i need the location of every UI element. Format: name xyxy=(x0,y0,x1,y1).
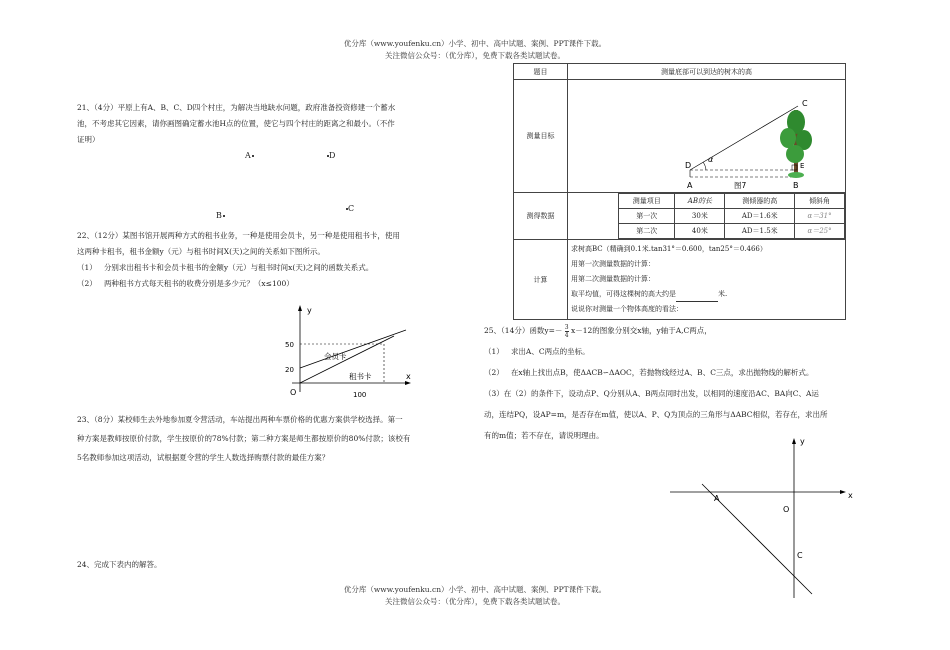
question-21 xyxy=(77,100,477,148)
q23-line2: 种方案是教师按原价付款，学生按原价的78%付款；第二种方案是师生都按原价的80%付款；该校有 xyxy=(77,434,411,443)
fig-label-a: A xyxy=(687,181,693,190)
table-row xyxy=(619,209,845,224)
fig-caption: 图7 xyxy=(734,181,747,190)
table-calc-label: 计算 xyxy=(514,240,568,320)
q22-line1: 22、（12分）某图书馆开展两种方式的租书业务，一种是使用会员卡，另一种是使用租书卡，使用 xyxy=(77,231,400,240)
q25-x-axis-label: x xyxy=(848,491,853,500)
q22-line2: 这两种卡租书，租书金额y（元）与租书时间X(天)之间的关系如下图所示。 xyxy=(77,247,325,256)
table-topic-header: 题目 xyxy=(514,64,568,80)
calc-line3: 用第二次测量数据的计算： xyxy=(571,275,655,283)
measurement-data-table xyxy=(618,193,845,239)
q21-line1: 21、（4分）平原上有A、B、C、D四个村庄，为解决当地缺水问题，政府准备投资修建一个蓄水 xyxy=(77,103,396,112)
q22-y-axis-label: y xyxy=(307,306,312,315)
q22-rental-graph xyxy=(280,302,420,410)
question-22 xyxy=(77,228,477,292)
q24-line1: 24、完成下表内的解答。 xyxy=(77,560,162,569)
q23-line1: 23、（8分）某校师生去外地参加夏令营活动，车站提出两种车票价格的优惠方案供学校选择。第一 xyxy=(77,415,403,424)
fig-label-e: E xyxy=(800,162,805,170)
q21-line3: 证明） xyxy=(77,135,100,144)
calc-line5: 说说你对测量一个物体高度的看法： xyxy=(571,305,683,313)
calc-line1: 求树高BC（精确到0.1米.tan31°＝0.600，tan25°＝0.466） xyxy=(571,245,767,253)
q22-origin-label: O xyxy=(290,388,297,397)
q25-fraction: $\frac{3}{4}$ xyxy=(564,323,569,339)
data-head-angle: 倾斜角 xyxy=(795,194,845,209)
table-calc-cell xyxy=(568,240,846,320)
point-dot-icon xyxy=(223,215,225,217)
q21-point-c: C xyxy=(348,204,355,213)
q21-point-b: B xyxy=(216,211,225,220)
q22-item2: （2） 两种租书方式每天租书的收费分别是多少元？（x≤100） xyxy=(77,279,294,288)
page-footer-line2: 关注微信公众号：（优分库），免费下载各类试题试卷。 xyxy=(385,597,565,606)
data-cell: 第一次 xyxy=(619,209,675,224)
table-data-label: 测得数据 xyxy=(514,193,568,240)
q21-point-d: D xyxy=(329,151,336,160)
table-row xyxy=(619,224,845,239)
q25-line1: 25、（14分）函数y=－ $\frac{3}{4}$ x－12的图象分别交x轴，y轴于A,C两点， xyxy=(484,323,712,339)
data-cell: AD＝1.5米 xyxy=(725,224,795,239)
fig-label-b: B xyxy=(793,181,799,190)
question-23 xyxy=(77,410,477,467)
q25-item2: （2） 在x轴上找出点B，使ΔACB∽ΔAOC，若抛物线经过A、B、C三点，求出抛物线的解析式。 xyxy=(484,368,814,377)
table-target-label: 测量目标 xyxy=(514,80,568,193)
q25-item3-line3: 有的m值；若不存在，请说明理由。 xyxy=(484,431,604,440)
data-head-ab: AB的长 xyxy=(675,194,725,209)
page-header-line2: 关注微信公众号：（优分库），免费下载各类试题试卷。 xyxy=(385,51,565,60)
data-cell: 30米 xyxy=(675,209,725,224)
calc-line4: 取平均值，可得这棵树的高大约是 米. xyxy=(571,287,842,302)
q23-line3: 5名教师参加这项活动，试根据夏令营的学生人数选择购票付款的最佳方案？ xyxy=(77,453,330,462)
question-25 xyxy=(484,320,874,446)
measurement-table xyxy=(513,63,846,320)
tree-icon xyxy=(780,110,812,178)
point-dot-icon xyxy=(252,155,254,157)
page-footer-line1: 优分库（www.youfenku.cn）小学、初中、高中试题、案例、PPT课件下载。 xyxy=(343,585,607,594)
table-row xyxy=(619,194,845,209)
table-topic-value: 测量底部可以到达的树木的高 xyxy=(568,64,846,80)
q25-coordinate-graph xyxy=(670,432,870,602)
rental-card-line xyxy=(300,336,394,383)
calc-line2: 用第一次测量数据的计算： xyxy=(571,260,655,268)
tree-measurement-figure xyxy=(568,80,844,190)
q25-y-axis-label: y xyxy=(800,437,805,446)
data-cell: α＝31° xyxy=(795,209,845,224)
q25-item3-line1: （3）在（2）的条件下，设动点P、Q分别从A、B两点同时出发，以相同的速度沿AC、BA向C、A运 xyxy=(484,389,819,398)
member-card-line xyxy=(300,330,406,368)
answer-blank[interactable] xyxy=(676,293,718,302)
data-cell: 第二次 xyxy=(619,224,675,239)
q22-tick-50: 50 xyxy=(285,341,294,349)
table-data-cell xyxy=(568,193,846,240)
table-target-figure-cell xyxy=(568,80,846,193)
fig-label-c: C xyxy=(802,99,808,108)
q22-rental-label: 租书卡 xyxy=(349,372,372,381)
fig-label-alpha: α xyxy=(708,155,714,164)
q21-point-a: A xyxy=(245,151,254,160)
page-header-line1: 优分库（www.youfenku.cn）小学、初中、高中试题、案例、PPT课件下载。 xyxy=(343,39,607,48)
q22-x-axis-label: x xyxy=(406,372,411,381)
q22-tick-100: 100 xyxy=(353,391,367,399)
q25-point-c-label: C xyxy=(797,551,803,560)
fig-label-d: D xyxy=(685,161,692,170)
data-head-height: 测倾器的高 xyxy=(725,194,795,209)
data-cell: 40米 xyxy=(675,224,725,239)
q22-item1: （1） 分别求出租书卡和会员卡租书的金额y（元）与租书时间x(天)之间的函数关系式。 xyxy=(77,263,374,272)
q21-line2: 池，不考虑其它因素，请你画图确定蓄水池H点的位置，使它与四个村庄的距离之和最小。（不作 xyxy=(77,119,395,128)
q25-point-a-label: A xyxy=(714,494,720,503)
q22-member-label: 会员卡 xyxy=(324,352,347,361)
q22-tick-20: 20 xyxy=(285,366,294,374)
q25-origin-label: O xyxy=(783,505,790,514)
data-head-item: 测量项目 xyxy=(619,194,675,209)
q25-item3-line2: 动，连结PQ，设AP=m，是否存在m值，使以A、P、Q为顶点的三角形与ΔABC相似，若存在，求出所 xyxy=(484,410,828,419)
data-cell: α＝25° xyxy=(795,224,845,239)
data-cell: AD＝1.6米 xyxy=(725,209,795,224)
q25-item1: （1） 求出A、C两点的坐标。 xyxy=(484,347,590,356)
